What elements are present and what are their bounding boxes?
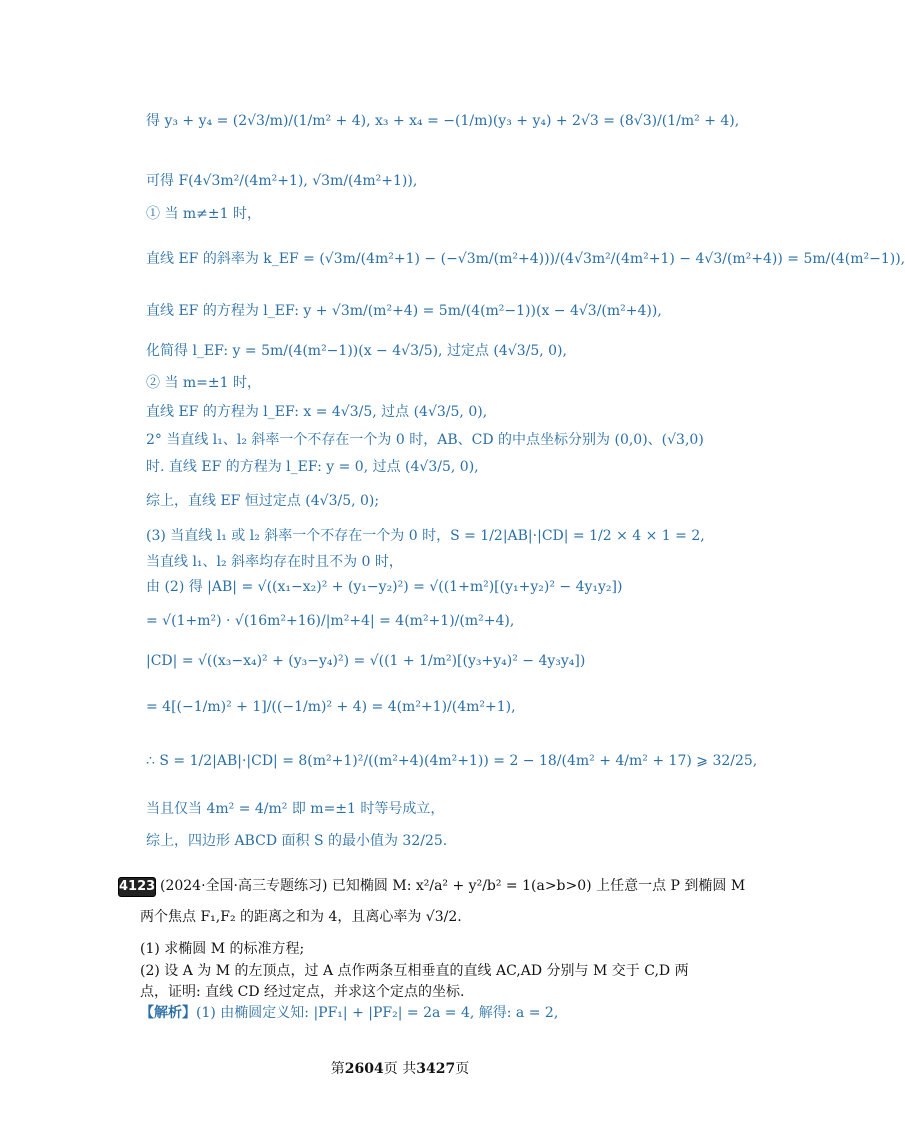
solution-line-14: 由 (2) 得 |AB| = √((x₁−x₂)² + (y₁−y₂)²) = √((1+m²)[(y₁+y₂)² − 4y₁y₂]): [146, 579, 623, 595]
solution-line-15: = √(1+m²) · √(16m²+16)/|m²+4| = 4(m²+1)/(m²+4),: [146, 613, 515, 629]
solution-line-4: 直线 EF 的斜率为 k_EF = (√3m/(4m²+1) − (−√3m/(m²+4)))/(4√3m²/(4m²+1) − 4√3/(m²+4)) = 5m/(4(m²−1)),: [146, 251, 905, 267]
footer-suffix: 页: [455, 1061, 470, 1077]
solution-line-10: 时. 直线 EF 的方程为 l_EF: y = 0, 过点 (4√3/5, 0),: [146, 459, 479, 475]
solution-line-16: |CD| = √((x₃−x₄)² + (y₃−y₄)²) = √((1 + 1/m²)[(y₃+y₄)² − 4y₃y₄]): [146, 653, 586, 669]
solution-line-18: ∴ S = 1/2|AB|·|CD| = 8(m²+1)²/((m²+4)(4m²+1)) = 2 − 18/(4m² + 4/m² + 17) ⩾ 32/25,: [146, 753, 758, 769]
solution-line-3: ① 当 m≠±1 时，: [146, 206, 261, 222]
solution-line-1: 得 y₃ + y₄ = (2√3/m)/(1/m² + 4), x₃ + x₄ = −(1/m)(y₃ + y₄) + 2√3 = (8√3)/(1/m² + 4),: [146, 113, 740, 129]
problem-number-badge: 4123: [118, 877, 156, 897]
solution-line-9: 2° 当直线 l₁、l₂ 斜率一个不存在一个为 0 时，AB、CD 的中点坐标分别为 (0,0)、(√3,0): [146, 432, 704, 448]
solution-line-6: 化简得 l_EF: y = 5m/(4(m²−1))(x − 4√3/5), 过定点 (4√3/5, 0),: [146, 343, 567, 359]
solution-line-17: = 4[(−1/m)² + 1]/((−1/m)² + 4) = 4(m²+1)/(4m²+1),: [146, 699, 516, 715]
solution-line-11: 综上，直线 EF 恒过定点 (4√3/5, 0);: [146, 493, 380, 509]
problem-statement-line-1: (2024·全国·高三专题练习) 已知椭圆 M: x²/a² + y²/b² = 1(a>b>0) 上任意一点 P 到椭圆 M: [160, 878, 746, 894]
footer-page-number: 2604: [344, 1061, 384, 1077]
solution-line-5: 直线 EF 的方程为 l_EF: y + √3m/(m²+4) = 5m/(4(m²−1))(x − 4√3/(m²+4)),: [146, 303, 662, 319]
solution-line-20: 综上，四边形 ABCD 面积 S 的最小值为 32/25.: [146, 833, 448, 849]
problem-part-1: (1) 求椭圆 M 的标准方程;: [140, 941, 305, 957]
solution-line-2: 可得 F(4√3m²/(4m²+1), √3m/(4m²+1)),: [146, 173, 418, 189]
solution-line-13: 当直线 l₁、l₂ 斜率均存在时且不为 0 时，: [146, 554, 403, 570]
footer-total-pages: 3427: [416, 1061, 456, 1077]
footer-mid: 页 共: [383, 1061, 417, 1077]
problem-statement-line-2: 两个焦点 F₁,F₂ 的距离之和为 4，且离心率为 √3/2.: [140, 909, 462, 925]
page-footer: [0, 1058, 800, 1078]
footer-prefix: 第: [330, 1061, 345, 1077]
problem-part-2-line-1: (2) 设 A 为 M 的左顶点，过 A 点作两条互相垂直的直线 AC,AD 分别与 M 交于 C,D 两: [140, 963, 689, 979]
solution-line-7: ② 当 m=±1 时，: [146, 375, 261, 391]
analysis-text: (1) 由椭圆定义知: |PF₁| + |PF₂| = 2a = 4, 解得: a = 2,: [196, 1005, 559, 1021]
solution-line-19: 当且仅当 4m² = 4/m² 即 m=±1 时等号成立，: [146, 801, 445, 817]
analysis-tag: 【解析】: [140, 1005, 196, 1021]
problem-part-2-line-2: 点，证明: 直线 CD 经过定点，并求这个定点的坐标.: [140, 984, 465, 1000]
solution-line-12: (3) 当直线 l₁ 或 l₂ 斜率一个不存在一个为 0 时，S = 1/2|AB|·|CD| = 1/2 × 4 × 1 = 2,: [146, 528, 705, 544]
solution-line-8: 直线 EF 的方程为 l_EF: x = 4√3/5, 过点 (4√3/5, 0),: [146, 404, 488, 420]
analysis-line: [140, 1004, 558, 1022]
